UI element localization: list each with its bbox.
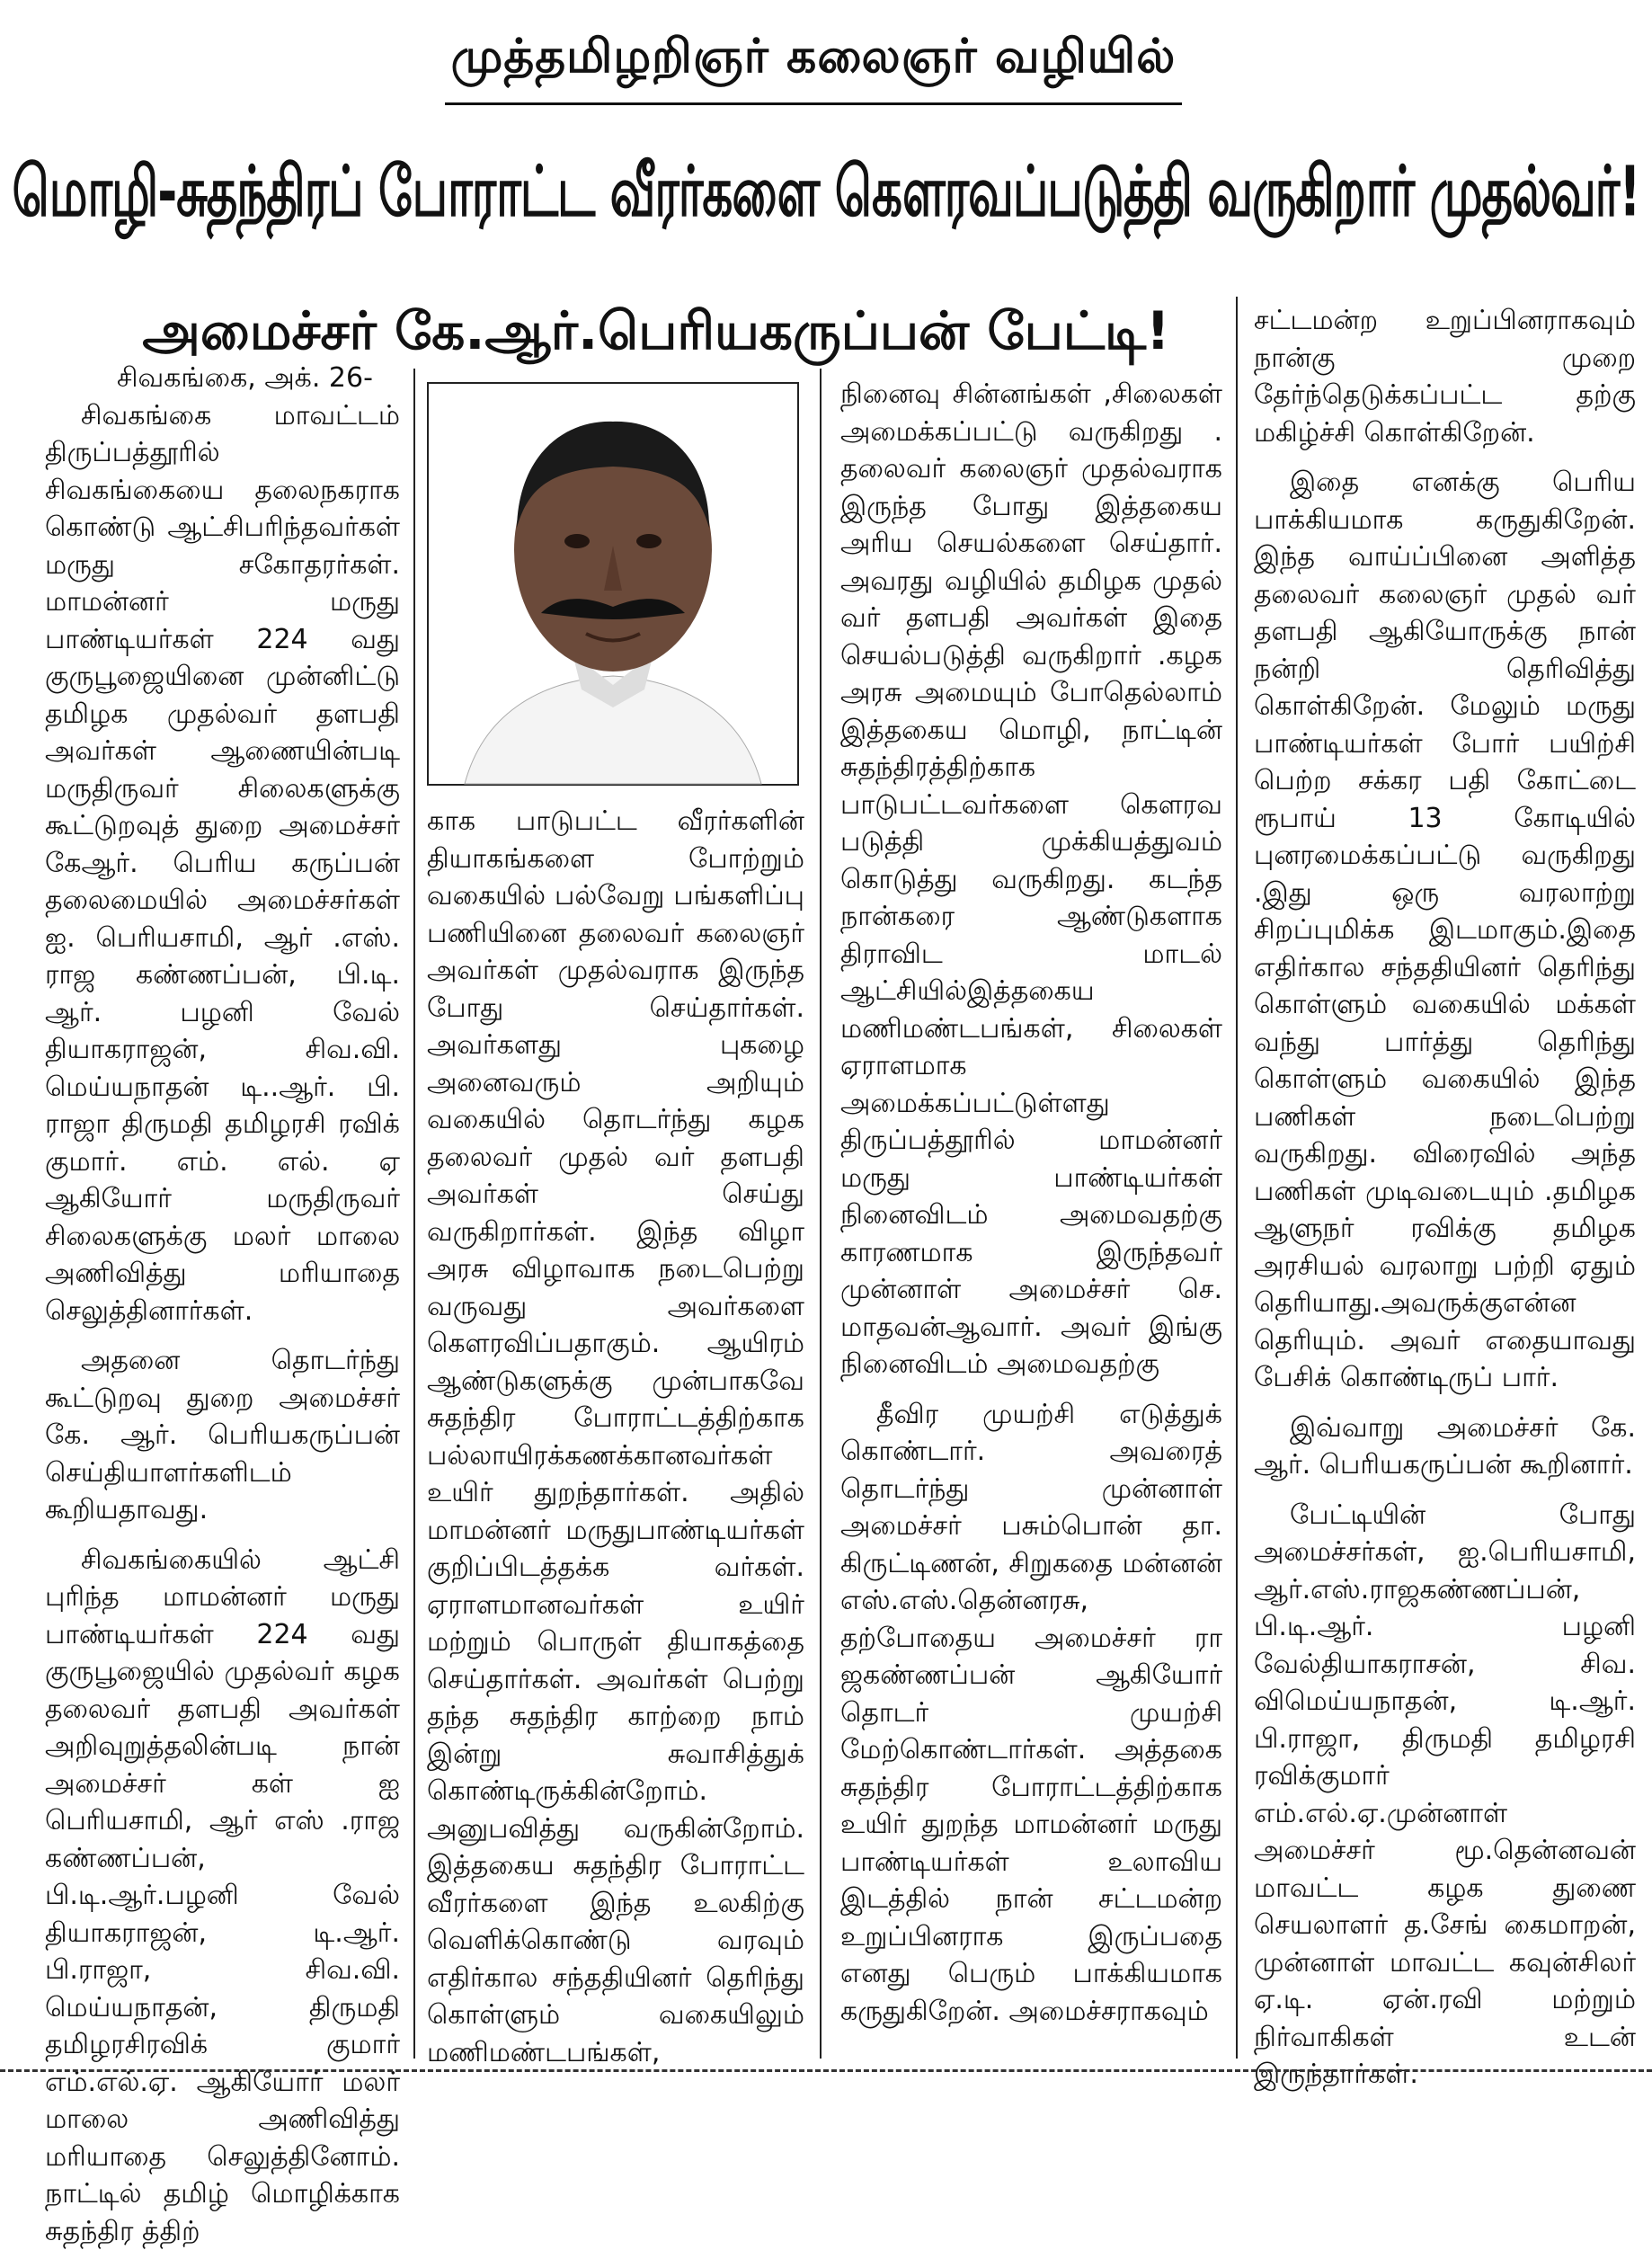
portrait-photo: [427, 382, 799, 786]
column-4: [1254, 302, 1636, 2059]
column-2: [427, 803, 804, 2059]
paragraph: அதனை தொடர்ந்து கூட்டுறவு துறை அமைச்சர் கே. ஆர். பெரியகருப்பன் செய்தியாளர்களிடம் கூறியதாவது.: [45, 1342, 400, 1529]
column-divider: [820, 369, 822, 2059]
paragraph: சிவகங்கையில் ஆட்சி புரிந்த மாமன்னர் மருது பாண்டியர்கள் 224 வது குருபூஜையில் முதல்வர் கழக தலைவர் தளபதி அவர்கள் அறிவுறுத்தலின்படி நான் அமைச்சர் கள் ஐ பெரியசாமி, ஆர் எஸ் .ராஜ கண்ணப்பன், பி.டி.ஆர்.பழனி வேல் தியாகராஜன், டி.ஆர். பி.ராஜா, சிவ.வி. மெய்யநாதன், திருமதி தமிழரசிரவிக் குமார் எம்.எல்.ஏ. ஆகியோர் மலர் மாலை அணிவித்து மரியாதை செலுத்தினோம். நாட்டில் தமிழ் மொழிக்காக சுதந்திர த்திற்: [45, 1542, 400, 2250]
column-divider: [413, 369, 415, 2059]
paragraph: பேட்டியின் போது அமைச்சர்கள், ஐ.பெரியசாமி, ஆர்.எஸ்.ராஜகண்ணப்பன், பி.டி.ஆர். பழனி வேல்தியாகராசன், சிவ. விமெய்யநாதன், டி.ஆர். பி.ராஜா, திருமதி தமிழரசி ரவிக்குமார் எம்.எல்.ஏ.முன்னாள் அமைச்சர் மூ.தென்னவன் மாவட்ட கழக துணை செயலாளர் த.சேங் கைமாறன், முன்னாள் மாவட்ட கவுன்சிலர் ஏ.டி. ஏன்.ரவி மற்றும் நிர்வாகிகள் உடன் இருந்தார்கள்.: [1254, 1497, 1636, 2094]
paragraph: நினைவு சின்னங்கள் ,சிலைகள் அமைக்கப்பட்டு வருகிறது . தலைவர் கலைஞர் முதல்வராக இருந்த போது இத்தகைய அரிய செயல்களை செய்தார். அவரது வழியில் தமிழக முதல் வர் தளபதி அவர்கள் இதை செயல்படுத்தி வருகிறார் .கழக அரசு அமையும் போதெல்லாம் இத்தகைய மொழி, நாட்டின் சுதந்திரத்திற்காக பாடுபட்டவர்களை கௌரவ படுத்தி முக்கியத்துவம் கொடுத்து வருகிறது. கடந்த நான்கரை ஆண்டுகளாக திராவிட மாடல் ஆட்சியில்இத்தகைய மணிமண்டபங்கள், சிலைகள் ஏராளமாக அமைக்கப்பட்டுள்ளது திருப்பத்தூரில் மாமன்னர் மருது பாண்டியர்கள் நினைவிடம் அமைவதற்கு காரணமாக இருந்தவர் முன்னாள் அமைச்சர் செ. மாதவன்ஆவார். அவர் இங்கு நினைவிடம் அமைவதற்கு: [840, 376, 1222, 1383]
paragraph: இதை எனக்கு பெரிய பாக்கியமாக கருதுகிறேன். இந்த வாய்ப்பினை அளித்த தலைவர் கலைஞர் முதல் வர் தளபதி ஆகியோருக்கு நான் நன்றி தெரிவித்து கொள்கிறேன். மேலும் மருது பாண்டியர்கள் போர் பயிற்சி பெற்ற சக்கர பதி கோட்டை ரூபாய் 13 கோடியில் புனரமைக்கப்பட்டு வருகிறது .இது ஒரு வரலாற்று சிறப்புமிக்க இடமாகும்.இதை எதிர்கால சந்ததியினர் தெரிந்து கொள்ளும் வகையில் மக்கள் வந்து பார்த்து தெரிந்து கொள்ளும் வகையில் இந்த பணிகள் நடைபெற்று வருகிறது. விரைவில் அந்த பணிகள் முடிவடையும் .தமிழக ஆளுநர் ரவிக்கு தமிழக அரசியல் வரலாறு பற்றி ஏதும் தெரியாது.அவருக்குஎன்ன தெரியும். அவர் எதையாவது பேசிக் கொண்டிருப் பார்.: [1254, 464, 1636, 1397]
headline: மொழி-சுதந்திரப் போராட்ட வீரர்களை கௌரவப்படுத்தி வருகிறார் முதல்வர்!: [7, 95, 1645, 291]
subheadline: அமைச்சர் கே.ஆர்.பெரியகருப்பன் பேட்டி!: [94, 286, 1218, 376]
paragraph: சட்டமன்ற உறுப்பினராகவும் நான்கு முறை தேர்ந்தெடுக்கப்பட்ட தற்கு மகிழ்ச்சி கொள்கிறேன்.: [1254, 302, 1636, 451]
portrait-illustration: [429, 384, 797, 784]
paragraph: காக பாடுபட்ட வீரர்களின் தியாகங்களை போற்றும் வகையில் பல்வேறு பங்களிப்பு பணியினை தலைவர் கலைஞர் அவர்கள் முதல்வராக இருந்த போது செய்தார்கள். அவர்களது புகழை அனைவரும் அறியும் வகையில் தொடர்ந்து கழக தலைவர் முதல் வர் தளபதி அவர்கள் செய்து வருகிறார்கள். இந்த விழா அரசு விழாவாக நடைபெற்று வருவது அவர்களை கௌரவிப்பதாகும். ஆயிரம் ஆண்டுகளுக்கு முன்பாகவே சுதந்திர போராட்டத்திற்காக பல்லாயிரக்கணக்கானவர்கள் உயிர் துறந்தார்கள். அதில் மாமன்னர் மருதுபாண்டியர்கள் குறிப்பிடத்தக்க வர்கள். ஏராளமானவர்கள் உயிர் மற்றும் பொருள் தியாகத்தை செய்தார்கள். அவர்கள் பெற்று தந்த சுதந்திர காற்றை நாம் இன்று சுவாசித்துக் கொண்டிருக்கின்றோம். அனுபவித்து வருகின்றோம். இத்தகைய சுதந்திர போராட்ட வீரர்களை இந்த உலகிற்கு வெளிக்கொண்டு வரவும் எதிர்கால சந்ததியினர் தெரிந்து கொள்ளும் வகையிலும் மணிமண்டபங்கள்,: [427, 803, 804, 2071]
dateline: சிவகங்கை, அக். 26-: [45, 360, 400, 397]
column-1: [45, 360, 400, 2059]
column-divider: [1236, 297, 1238, 2059]
paragraph: சிவகங்கை மாவட்டம் திருப்பத்தூரில் சிவகங்கையை தலைநகராக கொண்டு ஆட்சிபரிந்தவர்கள் மருது சகோதரர்கள். மாமன்னர் மருது பாண்டியர்கள் 224 வது குருபூஜையினை முன்னிட்டு தமிழக முதல்வர் தளபதி அவர்கள் ஆணையின்படி மருதிருவர் சிலைகளுக்கு கூட்டுறவுத் துறை அமைச்சர் கேஆர். பெரிய கருப்பன் தலைமையில் அமைச்சர்கள் ஐ. பெரியசாமி, ஆர் .எஸ். ராஜ கண்ணப்பன், பி.டி. ஆர். பழனி வேல் தியாகராஜன், சிவ.வி. மெய்யநாதன் டி..ஆர். பி. ராஜா திருமதி தமிழரசி ரவிக் குமார். எம். எல். ஏ ஆகியோர் மருதிருவர் சிலைகளுக்கு மலர் மாலை அணிவித்து மரியாதை செலுத்தினார்கள்.: [45, 397, 400, 1330]
column-3: [840, 376, 1222, 2059]
kicker-title: முத்தமிழறிஞர் கலைஞர் வழியில்: [445, 16, 1182, 105]
paragraph: இவ்வாறு அமைச்சர் கே. ஆர். பெரியகருப்பன் கூறினார்.: [1254, 1410, 1636, 1484]
paragraph: தீவிர முயற்சி எடுத்துக் கொண்டார். அவரைத் தொடர்ந்து முன்னாள் அமைச்சர் பசும்பொன் தா. கிருட்டிணன், சிறுகதை மன்னன் எஸ்.எஸ்.தென்னரசு, தற்போதைய அமைச்சர் ரா ஜகண்ணப்பன் ஆகியோர் தொடர் முயற்சி மேற்கொண்டார்கள். அத்தகை சுதந்திர போராட்டத்திற்காக உயிர் துறந்த மாமன்னர் மருது பாண்டியர்கள் உலாவிய இடத்தில் நான் சட்டமன்ற உறுப்பினராக இருப்பதை எனது பெரும் பாக்கியமாக கருதுகிறேன். அமைச்சராகவும்: [840, 1396, 1222, 2031]
bottom-dashed-border: [0, 2069, 1652, 2072]
